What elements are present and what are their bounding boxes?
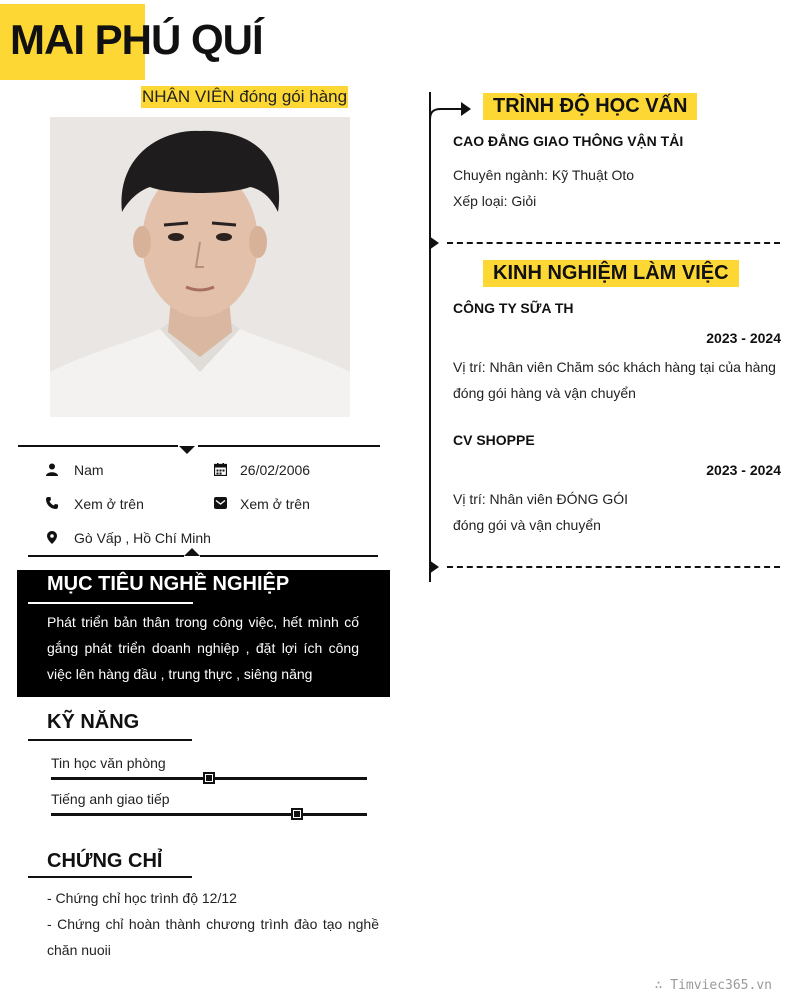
job-title: NHÂN VIÊN đóng gói hàng xyxy=(142,87,348,106)
profile-photo xyxy=(50,117,350,417)
phone-value: Xem ở trên xyxy=(74,496,144,512)
birthdate-value: 26/02/2006 xyxy=(240,462,311,478)
experience-title-highlight xyxy=(483,260,739,287)
job-description: Vị trí: Nhân viên ĐÓNG GÓI xyxy=(453,491,629,507)
work-period: 2023 - 2024 xyxy=(706,330,781,346)
skill-level-marker xyxy=(291,808,303,820)
education-title-highlight xyxy=(483,93,697,120)
section-divider xyxy=(447,242,780,244)
skill-level-marker xyxy=(203,772,215,784)
divider-arrow-down xyxy=(179,446,195,454)
timeline-line xyxy=(429,92,431,582)
company-name: CV SHOPPE xyxy=(453,432,535,448)
skills-title: KỸ NĂNG xyxy=(47,711,140,733)
objective-text: Phát triển bản thân trong công việc, hết mình cố gắng phát triển doanh nghiệp , đặt lợi ích công việc lên hàng đầu , trung thực , siêng năng xyxy=(47,614,359,682)
map-pin-icon xyxy=(44,529,60,545)
candidate-name: MAI PHÚ QUÍ xyxy=(10,16,263,63)
section-divider xyxy=(447,566,780,568)
certificates-underline xyxy=(28,876,192,878)
experience-title: KINH NGHIỆM LÀM VIỆC xyxy=(493,262,729,284)
divider-left-bottom xyxy=(28,555,184,557)
user-icon xyxy=(44,461,60,477)
phone-icon xyxy=(44,495,60,511)
education-rank: Xếp loại: Giỏi xyxy=(453,193,537,209)
job-description: Vị trí: Nhân viên Chăm sóc khách hàng tại của hàng đóng gói hàng và vận chuyển xyxy=(453,359,776,401)
gender-value: Nam xyxy=(74,462,104,478)
certificates-title: CHỨNG CHỈ xyxy=(47,850,163,872)
work-period: 2023 - 2024 xyxy=(706,462,781,478)
skill-track xyxy=(51,813,367,816)
divider-left xyxy=(18,445,178,447)
objective-title: MỤC TIÊU NGHỀ NGHIỆP xyxy=(47,573,290,595)
address-value: Gò Vấp , Hồ Chí Minh xyxy=(74,530,211,546)
company-name: CÔNG TY SỮA TH xyxy=(453,300,574,316)
skill-label: Tin học văn phòng xyxy=(51,755,166,771)
certificate-item: - Chứng chỉ học trình độ 12/12 xyxy=(47,890,237,906)
email-value: Xem ở trên xyxy=(240,496,310,512)
timeline-marker xyxy=(429,560,439,574)
envelope-icon xyxy=(212,495,228,511)
education-title: TRÌNH ĐỘ HỌC VẤN xyxy=(493,95,688,117)
skill-label: Tiếng anh giao tiếp xyxy=(51,791,170,807)
portrait-illustration xyxy=(50,117,350,417)
watermark: ∴ Timviec365.vn xyxy=(654,978,772,993)
timeline-marker xyxy=(429,236,439,250)
education-major: Chuyên ngành: Kỹ Thuật Oto xyxy=(453,167,635,183)
divider-right-bottom xyxy=(200,555,378,557)
school-name: CAO ĐẲNG GIAO THÔNG VẬN TẢI xyxy=(453,133,684,149)
divider-right xyxy=(198,445,380,447)
objective-underline xyxy=(28,602,193,604)
skills-underline xyxy=(28,739,192,741)
divider-arrow-up xyxy=(184,548,200,556)
timeline-arrow-icon xyxy=(429,98,473,122)
job-description: đóng gói và vận chuyển xyxy=(453,517,601,533)
calendar-icon xyxy=(212,461,228,477)
certificate-item: - Chứng chỉ hoàn thành chương trình đào tạo nghề chăn nuoii xyxy=(47,916,379,958)
